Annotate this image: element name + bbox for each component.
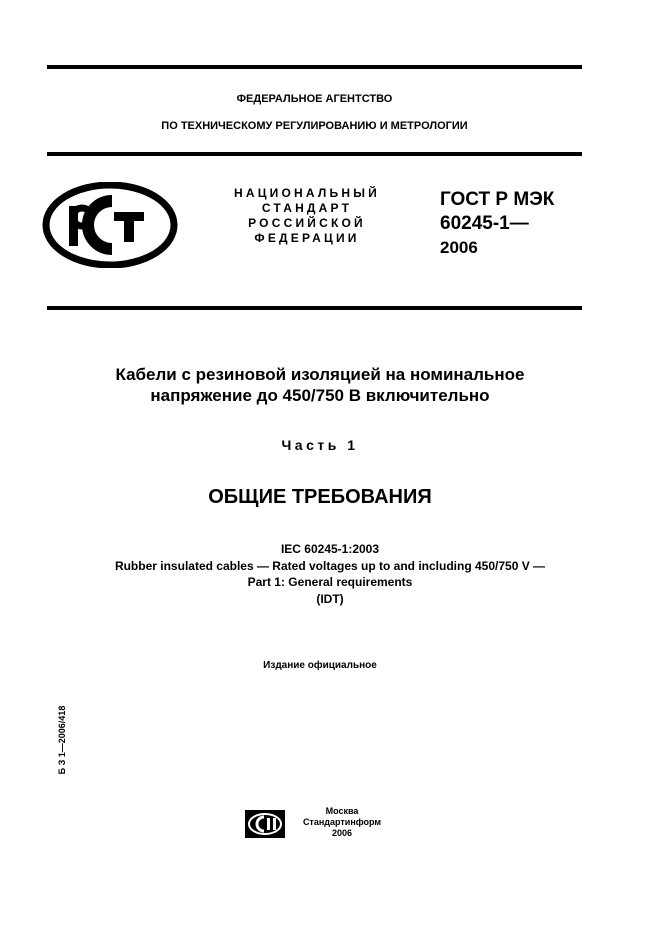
iec-idt: (IDT) [316,591,344,606]
designation-rule [47,306,582,310]
standard-designation [440,188,554,260]
top-rule [47,65,582,69]
edition-label: Издание официальное [263,660,377,671]
iec-title-line-2: Part 1: General requirements [247,575,413,589]
title-line-2: напряжение до 450/750 В включительно [150,386,490,405]
publisher-name: Стандартинформ [302,817,382,827]
national-standard-line-3: РОССИЙСКОЙ [248,216,366,230]
iec-reference [20,541,640,607]
publisher-logo [245,810,285,838]
national-standard-line-1: НАЦИОНАЛЬНЫЙ [233,186,381,200]
iec-number: IEC 60245-1:2003 [280,542,380,556]
agency-line-2: ПО ТЕХНИЧЕСКОМУ РЕГУЛИРОВАНИЮ И МЕТРОЛОГИИ [161,120,468,132]
designation-line-2: 60245-1— [440,213,529,234]
designation-line-1: ГОСТ Р МЭК [440,189,555,210]
title-line-1: Кабели с резиновой изоляцией на номинальное [115,365,525,384]
iec-title-line-1: Rubber insulated cables — Rated voltages up to and including 450/750 V — [114,558,546,573]
publisher-info [292,806,392,839]
document-title [40,364,600,406]
side-code: Б З 1—2006/418 [57,705,67,775]
agency-line-1: ФЕДЕРАЛЬНОЕ АГЕНТСТВО [236,93,393,105]
designation-year: 2006 [440,238,478,257]
gost-r-logo [42,182,178,268]
national-standard-line-4: ФЕДЕРАЦИИ [254,231,360,245]
publisher-city: Москва [325,806,359,816]
publisher-year: 2006 [331,828,353,838]
part-label: Часть 1 [281,437,359,453]
national-standard-label [222,186,392,246]
national-standard-line-2: СТАНДАРТ [261,201,353,215]
document-subtitle: ОБЩИЕ ТРЕБОВАНИЯ [208,486,432,508]
header-rule [47,152,582,156]
